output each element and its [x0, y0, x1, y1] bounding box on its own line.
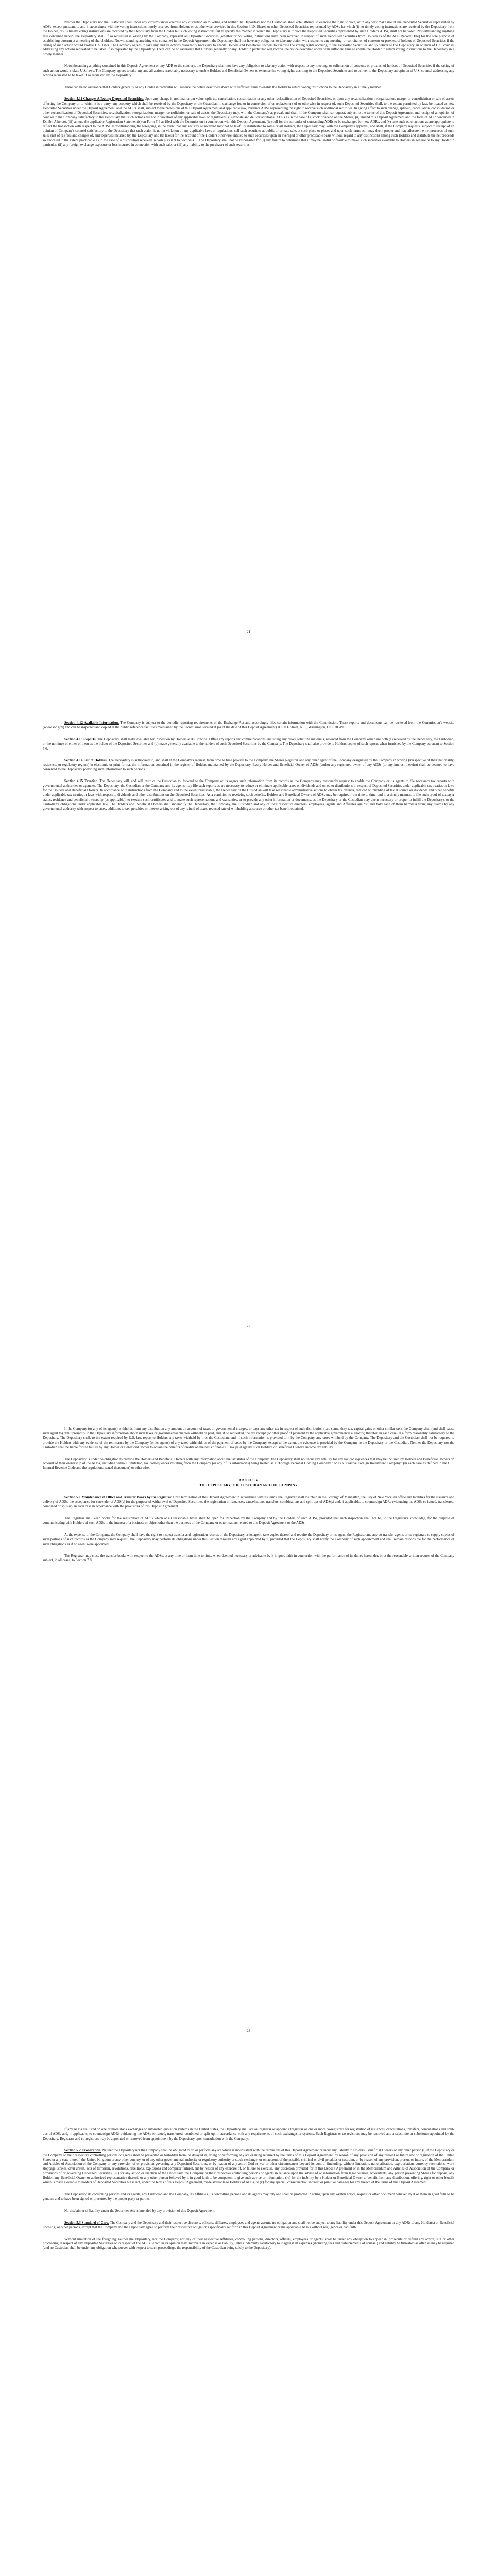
- paragraph-voting-discretion: Neither the Depositary nor the Custodian shall under any circumstances exercise any discretion as to voting and neither the Depositary nor the Custodian shall vote, attempt to exercise the right to vote, or in any way make use of the Deposited Securities represented by ADSs, except pursuant to and in accordance with the voting instructions timely received from Holders or as otherwise provided in this Section 4.10. Shares or other Deposited Securities represented by ADSs for which (i) no timely voting instructions are received by the Depositary from the Holder, or (ii) timely voting instructions are received by the Depositary from the Holder but such voting instructions fail to specify the manner in which the Depositary is to vote the Deposited Securities represented by such Holder's ADSs, shall not be voted. Notwithstanding anything else contained herein, the Depositary shall, if so requested in writing by the Company, represent all Deposited Securities (whether or not voting instructions have been received in respect of such Deposited Securities from Holders as of the ADS Record Date) for the sole purpose of establishing quorum at a meeting of shareholders. Notwithstanding anything else contained in the Deposit Agreement, the Depositary shall not have any obligation to take any action with respect to any meeting, or solicitation of consents or proxies, of holders of Deposited Securities if the taking of such action would violate U.S. laws. The Company agrees to take any and all actions reasonably necessary to enable Holders and Beneficial Owners to exercise the voting rights accruing to the Deposited Securities and to deliver to the Depositary an opinion of U.S. counsel addressing any actions requested to be taken if so requested by the Depositary. There can be no assurance that Holders generally or any Holder in particular will receive the notice described above with sufficient time to enable the Holder to return voting instructions to the Depositary in a timely manner.: [43, 21, 454, 57]
- section-5-2-heading: Section 5.2 Exoneration.: [64, 2148, 101, 2153]
- page-21: [0, 21, 497, 155]
- section-4-15: [43, 779, 454, 811]
- section-5-2-body: Neither the Depositary nor the Company shall be obligated to do or perform any act which is inconsistent with the provisions of this Deposit Agreement or incur any liability to Holders, Beneficial Owners or any other person (i) if the Depositary or the Company or their respective controlling persons or agents shall be prevented or forbidden from, or delayed in, doing or performing any act or thing required by the terms of this Deposit Agreement, by reason of any provision of any present or future law or regulation of the United States or any state thereof, the United Kingdom or any other country, or of any other governmental authority or regulatory authority or stock exchange, or on account of the possible criminal or civil penalties or restraint, or by reason of any provision, present or future, of the Memorandum and Articles of Association of the Company or any provision of or provision governing any Deposited Securities, or by reason of any act of God or war or other circumstances beyond its control (including, without limitation, nationalization, expropriation, currency restrictions, work stoppage, strikes, civil unrest, acts of terrorism, revolutions, rebellions, explosions and computer failure), (ii) by reason of any exercise of, or failure to exercise, any discretion provided for in this Deposit Agreement or in the Memorandum and Articles of Association of the Company or provisions of or governing Deposited Securities, (iii) for any action or inaction of the Depositary, the Company or their respective controlling persons or agents in reliance upon the advice of or information from legal counsel, accountants, any person presenting Shares for deposit, any Holder, any Beneficial Owner or authorized representative thereof, or any other person believed by it in good faith to be competent to give such advice or information, (iv) for the inability by a Holder or Beneficial Owner to benefit from any distribution, offering, right or other benefit which is made available to holders of Deposited Securities but is not, under the terms of this Deposit Agreement, made available to Holders of ADSs, or (v) for any special, consequential, indirect or punitive damages for any breach of the terms of this Deposit Agreement.: [43, 2148, 455, 2185]
- section-4-11-heading: Section 4.11 Changes Affecting Deposited Securities.: [64, 97, 144, 101]
- section-4-11: [43, 97, 454, 148]
- page-number-23: 23: [247, 2029, 250, 2033]
- section-4-14-body: The Depositary is authorized to, and shall at the Company's request, from time to time provide to the Company, the Shares Registrar and any other agent of the Company designated by the Company in writing (irrespective of their nationality, residence, or regulatory regime) in electronic or print format the information contained in the register of Holders maintained by the Depositary. Every Holder and Beneficial Owner of ADSs (and/or any registered owner of any ADSs (or any interest therein)) shall be deemed to have consented to the Depositary providing such information to such persons.: [43, 758, 454, 772]
- page-23: [0, 1427, 497, 1570]
- paragraph-close-books: The Registrar may close the transfer books with respect to the ADSs, at any time or from time to time, when deemed necessary or advisable by it in good faith in connection with the performance of its duties hereunder, or at the reasonable written request of the Company subject, in all cases, to Section 7.8.: [43, 1554, 454, 1563]
- page-24: [0, 2128, 497, 2258]
- section-4-12-body: The Company is subject to the periodic reporting requirements of the Exchange Act and accordingly files certain information with the Commission. These reports and documents can be retrieved from the Commission's website (www.sec.gov) and can be inspected and copied at the public reference facilities maintained by the Commission located at (as of the date of this Deposit Agreement) at 100 F Street, N.E., Washington, D.C. 20549.: [43, 721, 454, 730]
- section-4-12: [43, 721, 454, 731]
- section-4-14: [43, 759, 454, 773]
- paragraph-tax-status: The Depositary is under no obligation to provide the Holders and Beneficial Owners with any information about the tax status of the Company. The Depositary shall not incur any liability for any tax consequences that may be incurred by Holders and Beneficial Owners on account of their ownership of the ADSs, including without limitation, tax consequences resulting from the Company (or any of its subsidiaries) being treated as a "Foreign Personal Holding Company," or as a "Passive Foreign Investment Company" (in each case as defined in the U.S. Internal Revenue Code and the regulations issued thereunder) or otherwise.: [43, 1457, 454, 1470]
- section-4-13-heading: Section 4.13 Reports.: [64, 737, 97, 741]
- article-title: ARTICLE V: [238, 1479, 259, 1483]
- section-4-11-body: Upon any change in nominal or par value, split-up, cancellation, consolidation or any other reclassification of Deposited Securities, or upon any recapitalization, reorganization, merger or consolidation or sale of assets affecting the Company or to which it is a party, any property which shall be received by the Depositary or the Custodian in exchange for, or in conversion of or replacement of or otherwise in respect of, such Deposited Securities shall, to the extent permitted by law, be treated as new Deposited Securities under the Deposit Agreement, and the ADRs shall, subject to the provisions of this Deposit Agreement and applicable law, evidence ADSs representing the right to receive such additional securities. In giving effect to such change, split-up, cancellation, consolidation or other reclassification of Deposited Securities, recapitalization, reorganization, merger, consolidation or sale of assets, the Depositary may, with the Company's approval, and shall, if the Company shall so request, subject to the terms of this Deposit Agreement and receipt of an opinion of counsel to the Company satisfactory to the Depositary that such actions are not in violation of any applicable laws or regulations, (i) execute and deliver additional ADRs as in the case of a stock dividend on the Shares, (ii) amend this Deposit Agreement and the form of ADR contained in Exhibit A hereto, (iii) amend the applicable Registration Statement(s) on Form F-6 as filed with the Commission in connection with this Deposit Agreement, (iv) call for the surrender of outstanding ADRs to be exchanged for new ADRs, and (v) take such other actions as are appropriate to reflect the transaction with respect to the ADSs. Notwithstanding the foregoing, in the event that any security so received may not be lawfully distributed to some or all Holders, the Depositary may, with the Company's approval, and shall, if the Company requests, subject to receipt of an opinion of Company's counsel satisfactory to the Depositary that such action is not in violation of any applicable laws or regulations, sell such securities at public or private sale, at such place or places and upon such terms as it may deem proper and may allocate the net proceeds of such sales (net of (a) fees and charges of, and expenses incurred by, the Depositary and (b) taxes) for the account of the Holders otherwise entitled to such securities upon an averaged or other practicable basis without regard to any distinctions among such Holders and distribute the net proceeds so allocated to the extent practicable as in the case of a distribution received in cash pursuant to Section 4.1. The Depositary shall not be responsible for (i) any failure to determine that it may be lawful or feasible to make such securities available to Holders in general or to any Holder in particular, (ii) any foreign exchange exposure or loss incurred in connection with such sale, or (iii) any liability to the purchaser of such securities.: [43, 97, 454, 147]
- paragraph-registrar-books: The Registrar shall keep books for the registration of ADSs which at all reasonable times shall be open for inspection by the Company and by the Holders of such ADSs, provided that such inspection shall not be, to the Registrar's knowledge, for the purpose of communicating with Holders of such ADSs in the interest of a business or object other than the business of the Company or other matters related to this Deposit Agreement or the ADSs.: [43, 1516, 454, 1525]
- paragraph-registrar-appointment: If any ADSs are listed on one or more stock exchanges or automated quotation systems in the United States, the Depositary shall act as Registrar or appoint a Registrar or one or more co-registrars for registration of issuances, cancellations, transfers, combinations and split-ups of ADSs and, if applicable, to countersign ADRs evidencing the ADSs so issued, transferred, combined or split-up, in accordance with any requirements of such exchanges or systems. Such Registrar or co-registrars may be removed and a substitute or substitutes appointed by the Depositary. Registrars and co-registrars may be appointed or removed from appointment by the Depositary upon consultation with the Company.: [43, 2128, 454, 2141]
- section-4-13-body: The Depositary shall make available for inspection by Holders at its Principal Office any reports and communications, including any proxy soliciting materials, received from the Company which are both (a) received by the Depositary, the Custodian, or the nominee of either of them as the holder of the Deposited Securities and (b) made generally available to the holders of such Deposited Securities by the Company. The Depositary shall also provide to Holders copies of such reports when furnished by the Company pursuant to Section 5.6.: [43, 737, 454, 751]
- paragraph-notice-assurance: There can be no assurance that Holders generally or any Holder in particular will receive the notice described above with sufficient time to enable the Holder to return voting instructions to the Depositary in a timely manner.: [64, 85, 382, 89]
- paragraph-inspection: At the expense of the Company, the Company shall have the right to inspect transfer and registration records of the Depositary or its agent, take copies thereof and require the Depositary or its agent, the Registrar and any co-transfer agents or co-registrars to supply copies of such portions of such records as the Company may request. The Depositary may perform its obligations under this Section through any agent appointed by it, provided that the Depositary shall notify the Company of such appointment and shall remain responsible for the performance of such obligations as if no agent were appointed.: [43, 1533, 454, 1546]
- section-5-3: [43, 2221, 454, 2230]
- section-4-13: [43, 738, 454, 752]
- section-5-3-body: The Company and the Depositary and their respective directors, officers, affiliates, employees and agents assume no obligation and shall not be subject to any liability under this Deposit Agreement or any ADRs to any Holder(s) or Beneficial Owner(s) or other persons, except that the Company and the Depositary agree to perform their respective obligations specifically set forth in this Deposit Agreement or the applicable ADRs without negligence or bad faith.: [43, 2221, 455, 2229]
- page-number-22: 22: [247, 1324, 250, 1328]
- section-5-1: [43, 1496, 454, 1510]
- section-5-3-heading: Section 5.3 Standard of Care.: [64, 2221, 109, 2225]
- section-5-2: [43, 2149, 454, 2185]
- page-22: [0, 721, 497, 819]
- section-4-15-heading: Section 4.15 Taxation.: [64, 779, 99, 784]
- section-4-15-body: The Depositary will, and will instruct the Custodian to, forward to the Company or its agents such information from its records as the Company may reasonably request to enable the Company or its agents to file necessary tax reports with governmental authorities or agencies. The Depositary, the Custodian or the Company and its agents may file such reports as are necessary to reduce or eliminate applicable taxes on dividends and on other distributions in respect of Deposited Securities under applicable tax treaties or laws for the Holders and Beneficial Owners. In accordance with instructions from the Company and to the extent practicable, the Depositary or the Custodian will take reasonable administrative actions to obtain tax refunds, reduced withholding of tax at source on dividends and other benefits under applicable tax treaties or laws with respect to dividends and other distributions on the Deposited Securities. As a condition to receiving such benefits, Holders and Beneficial Owners of ADSs may be required from time to time, and in a timely manner, to file such proof of taxpayer status, residence and beneficial ownership (as applicable), to execute such certificates and to make such representations and warranties, or to provide any other information or documents, as the Depositary or the Custodian may deem necessary or proper to fulfill the Depositary's or the Custodian's obligations under applicable law. The Holders and Beneficial Owners shall indemnify the Depositary, the Company, the Custodian and any of their respective directors, employees, agents and Affiliates against, and hold each of them harmless from, any claims by any governmental authority with respect to taxes, additions to tax, penalties or interest arising out of any refund of taxes, reduced rate of withholding at source or other tax benefit obtained.: [43, 779, 454, 811]
- section-5-1-heading: Section 5.1 Maintenance of Office and Transfer Books by the Registrar.: [64, 1496, 173, 1500]
- paragraph-voting-us-law: Notwithstanding anything contained in this Deposit Agreement or any ADR to the contrary, the Depositary shall not have any obligation to take any action with respect to any meeting, or solicitation of consents or proxies, of holders of Deposited Securities if the taking of such action would violate U.S. laws. The Company agrees to take any and all actions reasonably necessary to enable Holders and Beneficial Owners to exercise the voting rights accruing to the Deposited Securities and to deliver to the Depositary an opinion of U.S. counsel addressing any actions requested to be taken if so requested by the Depositary.: [43, 64, 454, 78]
- section-4-12-heading: Section 4.12 Available Information.: [64, 721, 119, 725]
- page-number-21: 21: [247, 630, 250, 634]
- paragraph-no-obligation: Without limitation of the foregoing, neither the Depositary, nor the Company, nor any of their respective Affiliates, controlling persons, directors, officers, employees or agents, shall be under any obligation to appear in, prosecute or defend any action, suit or other proceeding in respect of any Deposited Securities or in respect of the ADSs, which in its opinion may involve it in expense or liability, unless indemnity satisfactory to it against all expenses (including fees and disbursements of counsel) and liability be furnished as often as may be required (and no Custodian shall be under any obligation whatsoever with respect to such proceedings, the responsibility of the Custodian being solely to the Depositary).: [43, 2237, 454, 2250]
- article-subtitle: THE DEPOSITARY, THE CUSTODIAN AND THE COMPANY: [199, 1484, 298, 1488]
- section-5-1-body: Until termination of this Deposit Agreement in accordance with its terms, the Registrar shall maintain in the Borough of Manhattan, the City of New York, an office and facilities for the issuance and delivery of ADSs, the acceptance for surrender of ADS(s) for the purpose of withdrawal of Deposited Securities, the registration of issuances, cancellations, transfers, combinations and split-ups of ADS(s) and, if applicable, to countersign ADRs evidencing the ADSs so issued, transferred, combined or split-up, in each case in accordance with the provisions of this Deposit Agreement.: [43, 1496, 454, 1509]
- paragraph-tax-withholding: If the Company (or any of its agents) withholds from any distribution any amount on account of taxes or governmental charges, or pays any other tax in respect of such distribution (i.e., stamp duty tax, capital gains or other similar tax), the Company shall (and shall cause such agent to) remit promptly to the Depositary information about such taxes or governmental charges withheld or paid, and, if so requested, the tax receipt (or other proof of payment to the applicable governmental authority) therefor, in each case, in a form reasonably satisfactory to the Depositary. The Depositary shall, to the extent required by U.S. law, report to Holders any taxes withheld by it or the Custodian, and, if such information is provided to it by the Company, any taxes withheld by the Company. The Depositary and the Custodian shall not be required to provide the Holders with any evidence of the remittance by the Company (or its agents) of any taxes withheld, or of the payment of taxes by the Company, except to the extent the evidence is provided by the Company to the Depositary or the Custodian. Neither the Depositary nor the Custodian shall be liable for the failure by any Holder or Beneficial Owner to obtain the benefits of credits on the basis of non-U.S. tax paid against such Holder's or Beneficial Owner's income tax liability.: [43, 1427, 454, 1449]
- section-4-14-heading: Section 4.14 List of Holders.: [64, 758, 108, 762]
- paragraph-securities-act: No disclaimer of liability under the Securities Act is intended by any provision of this Deposit Agreement.: [64, 2209, 215, 2213]
- paragraph-reliance: The Depositary, its controlling persons and its agents, any Custodian and the Company, its Affiliates, its controlling persons and its agents may rely and shall be protected in acting upon any written notice, request or other document believed by it or them in good faith to be genuine and to have been signed or presented by the proper party or parties.: [43, 2192, 454, 2201]
